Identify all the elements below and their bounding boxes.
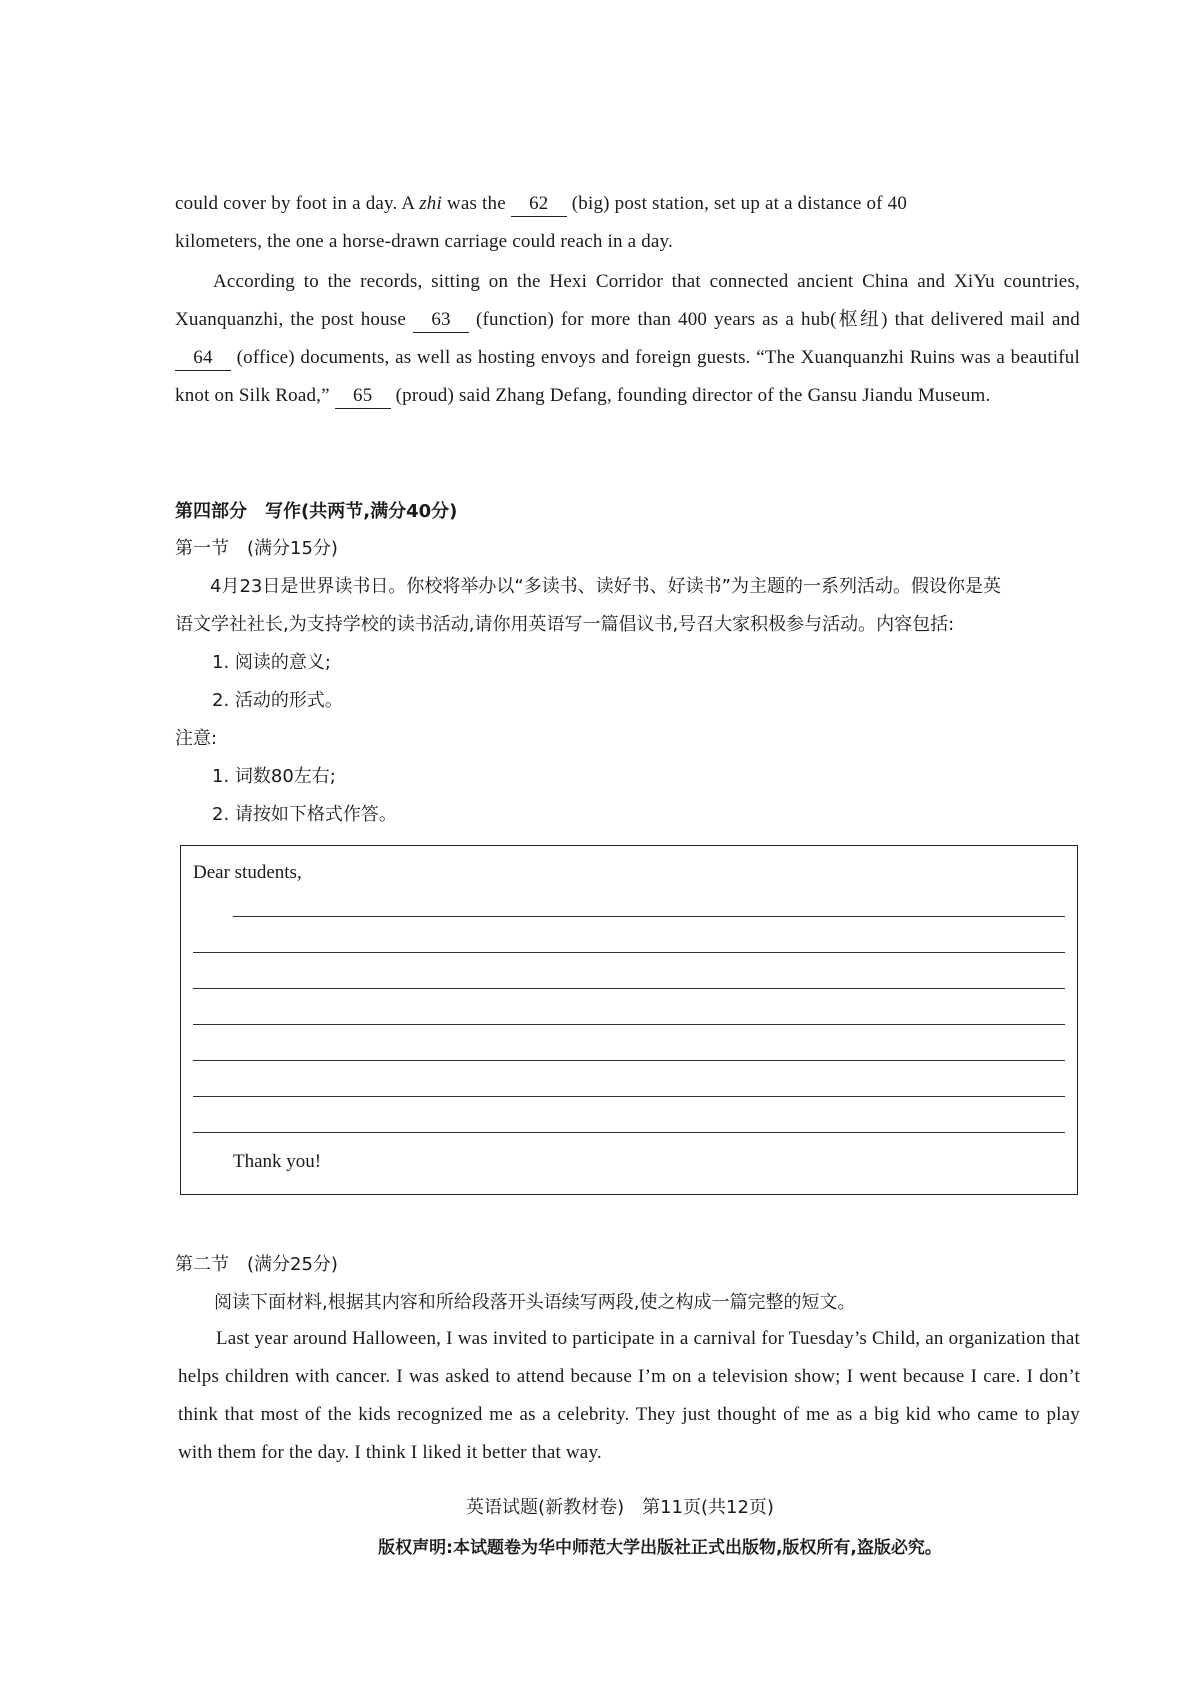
- blank-63[interactable]: 63: [413, 308, 469, 333]
- copyright-notice: 版权声明:本试题卷为华中师范大学出版社正式出版物,版权所有,盗版必究。: [378, 1538, 942, 1558]
- writing-line[interactable]: [233, 916, 1065, 917]
- writing-line[interactable]: [193, 1132, 1065, 1133]
- writing-line[interactable]: [193, 952, 1065, 953]
- blank-65[interactable]: 65: [335, 384, 391, 409]
- passage-text: (office) documents, as well as hosting envoys and foreign guests. “The Xuanquanzhi Ruins was a beautiful knot on Silk Road,”: [175, 347, 1080, 406]
- page-footer: 英语试题(新教材卷) 第11页(共12页): [466, 1497, 774, 1518]
- writing-line[interactable]: [193, 988, 1065, 989]
- section1-heading: 第一节 (满分15分): [175, 538, 338, 559]
- content-item-1: 1. 阅读的意义;: [212, 652, 331, 673]
- passage-text: was the: [441, 193, 511, 214]
- closing: Thank you!: [233, 1151, 322, 1172]
- passage-text: (proud) said Zhang Defang, founding director of the Gansu Jiandu Museum.: [390, 385, 991, 406]
- writing-line[interactable]: [193, 1096, 1065, 1097]
- content-item-2: 2. 活动的形式。: [212, 690, 343, 711]
- part4-heading: 第四部分 写作(共两节,满分40分): [175, 501, 458, 522]
- passage-paragraph-1: [175, 185, 1080, 261]
- task-line-1: 4月23日是世界读书日。你校将举办以“多读书、读好书、好读书”为主题的一系列活动。假设你是英: [210, 576, 1002, 597]
- task-line-2: 语文学社社长,为支持学校的读书活动,请你用英语写一篇倡议书,号召大家积极参与活动。内容包括:: [175, 614, 955, 635]
- passage-text: (big) post station, set up at a distance of 40: [566, 193, 908, 214]
- note-item-2: 2. 请按如下格式作答。: [212, 804, 397, 825]
- writing-line[interactable]: [193, 1024, 1065, 1025]
- writing-line[interactable]: [193, 1060, 1065, 1061]
- section2-passage: Last year around Halloween, I was invited to participate in a carnival for Tuesday’s Child, an organization that helps children with cancer. I was asked to attend because I’m on a television show; I went because I care. I don’t think that most of the kids recognized me as a celebrity. They just thought of me as a big kid who came to play with them for the day. I think I liked it better that way.: [178, 1328, 1080, 1463]
- section2-heading: 第二节 (满分25分): [175, 1254, 338, 1275]
- section2-instruction: 阅读下面材料,根据其内容和所给段落开头语续写两段,使之构成一篇完整的短文。: [214, 1292, 856, 1313]
- note-item-1: 1. 词数80左右;: [212, 766, 336, 787]
- passage-term-zhi: zhi: [419, 193, 442, 214]
- greeting: Dear students,: [193, 862, 302, 883]
- passage-text: kilometers, the one a horse-drawn carriage could reach in a day.: [175, 231, 673, 252]
- passage-text: According to the records, sitting on the Hexi Corridor that connected ancient China and XiYu countries, Xuanquanzhi, the post house: [175, 271, 1080, 330]
- passage-text: (function) for more than 400 years as a hub(枢纽) that delivered mail and: [469, 309, 1080, 330]
- blank-64[interactable]: 64: [175, 346, 231, 371]
- passage-text: could cover by foot in a day. A: [175, 193, 420, 214]
- answer-box[interactable]: [180, 845, 1078, 1195]
- note-label: 注意:: [175, 728, 218, 749]
- blank-62[interactable]: 62: [511, 192, 567, 217]
- passage-paragraph-2: [175, 263, 1080, 415]
